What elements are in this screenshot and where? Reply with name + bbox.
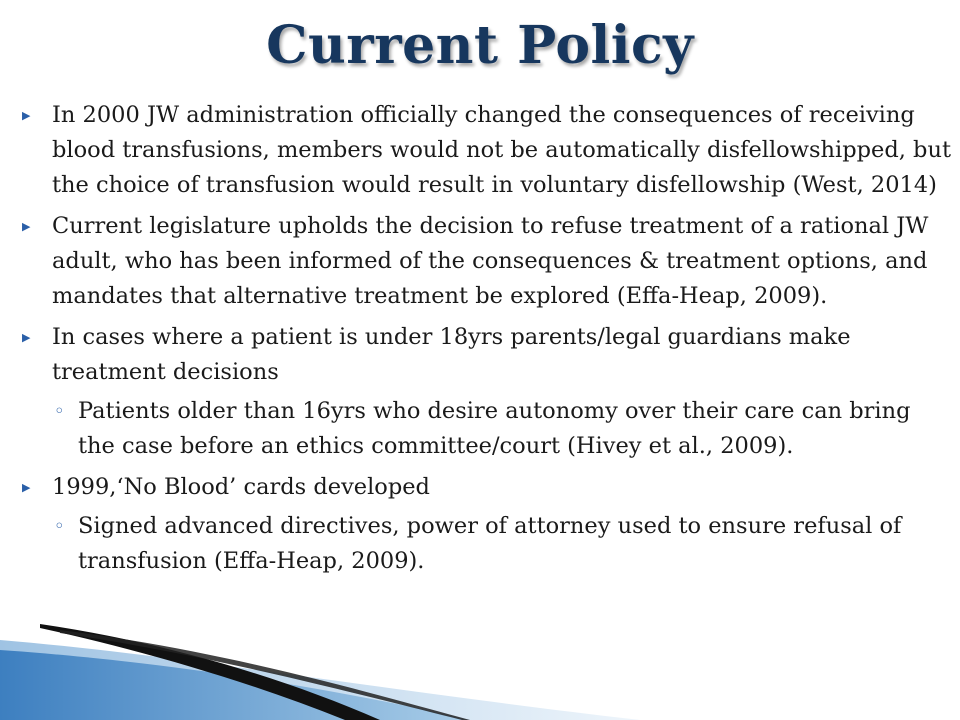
bullet-list [22,98,952,579]
triangle-bullet-icon: ▶ [22,109,31,122]
bullet-text: In cases where a patient is under 18yrs parents/legal guardians make treatment decisions [52,324,851,385]
bullet-item [22,320,952,390]
swoosh-dark-thin [60,630,470,720]
sub-bullet-item [22,509,952,579]
ring-bullet-icon: ◦ [54,401,65,422]
slide-title: Current Policy [266,15,694,76]
bullet-item [22,470,952,505]
triangle-bullet-icon: ▶ [22,481,31,494]
ring-bullet-icon: ◦ [54,516,65,537]
bullet-item [22,209,952,314]
triangle-bullet-icon: ▶ [22,331,31,344]
bullet-text: Current legislature upholds the decision to refuse treatment of a rational JW adult, who has been informed of the consequences & treatment options, and mandates that alternative treatment be explored (Effa-Heap, 2009). [52,213,929,309]
bullet-text: Signed advanced directives, power of attorney used to ensure refusal of transfusion (Effa-Heap, 2009). [78,513,902,574]
bullet-item [22,98,952,203]
swoosh-light-band [0,640,640,720]
bullet-text: Patients older than 16yrs who desire autonomy over their care can bring the case before an ethics committee/court (Hivey et al., 2009). [78,398,911,459]
swoosh-dark-stroke [40,624,380,720]
bullet-text: In 2000 JW administration officially changed the consequences of receiving blood transfusions, members would not be automatically disfellowshipped, but the choice of transfusion would result in voluntary disfellowship (West, 2014) [52,102,951,198]
swoosh-blue-band [0,650,470,720]
bullet-text: 1999,‘No Blood’ cards developed [52,474,430,500]
triangle-bullet-icon: ▶ [22,220,31,233]
sub-bullet-item [22,394,952,464]
